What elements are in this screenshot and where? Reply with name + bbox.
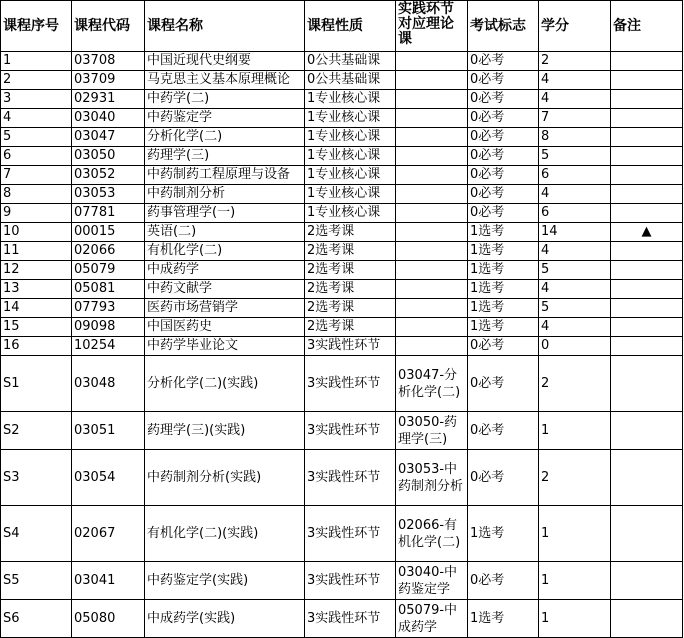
cell-notes	[611, 71, 683, 90]
cell-exam-flag: 0必考	[468, 90, 539, 109]
cell-credits: 4	[539, 185, 611, 204]
cell-exam-flag: 1选考	[468, 242, 539, 261]
cell-course-type: 1专业核心课	[305, 147, 396, 166]
cell-course-name: 中国医药史	[145, 318, 305, 337]
cell-course-type: 3实践性环节	[305, 562, 396, 600]
cell-exam-flag: 1选考	[468, 223, 539, 242]
cell-exam-flag: 1选考	[468, 318, 539, 337]
cell-exam-flag: 1选考	[468, 280, 539, 299]
cell-course-no: 16	[1, 337, 72, 356]
cell-credits: 4	[539, 242, 611, 261]
cell-credits: 6	[539, 166, 611, 185]
cell-course-type: 1专业核心课	[305, 109, 396, 128]
cell-credits: 8	[539, 128, 611, 147]
cell-course-type: 2选考课	[305, 242, 396, 261]
cell-credits: 1	[539, 562, 611, 600]
cell-theory-course: 02066-有机化学(二)	[396, 506, 468, 562]
cell-notes	[611, 562, 683, 600]
header-theory-course: 实践环节对应理论课	[396, 1, 468, 52]
cell-course-name: 中药鉴定学	[145, 109, 305, 128]
cell-notes	[611, 412, 683, 450]
cell-credits: 2	[539, 450, 611, 506]
table-row	[1, 223, 683, 242]
table-row	[1, 204, 683, 223]
header-notes: 备注	[611, 1, 683, 52]
cell-course-type: 1专业核心课	[305, 90, 396, 109]
cell-exam-flag: 0必考	[468, 52, 539, 71]
table-row	[1, 412, 683, 450]
table-row	[1, 242, 683, 261]
cell-course-code: 03050	[72, 147, 145, 166]
cell-course-name: 中药学(二)	[145, 90, 305, 109]
cell-notes	[611, 109, 683, 128]
cell-course-type: 2选考课	[305, 318, 396, 337]
cell-course-name: 中成药学(实践)	[145, 600, 305, 638]
cell-notes	[611, 506, 683, 562]
cell-course-name: 药事管理学(一)	[145, 204, 305, 223]
cell-course-no: 3	[1, 90, 72, 109]
table-row	[1, 52, 683, 71]
cell-credits: 1	[539, 506, 611, 562]
table-row	[1, 299, 683, 318]
cell-exam-flag: 0必考	[468, 337, 539, 356]
cell-course-type: 1专业核心课	[305, 166, 396, 185]
cell-exam-flag: 0必考	[468, 147, 539, 166]
cell-course-no: 9	[1, 204, 72, 223]
cell-course-name: 中成药学	[145, 261, 305, 280]
cell-course-name: 马克思主义基本原理概论	[145, 71, 305, 90]
cell-course-code: 03040	[72, 109, 145, 128]
cell-course-no: 5	[1, 128, 72, 147]
cell-course-code: 03048	[72, 356, 145, 412]
cell-course-code: 10254	[72, 337, 145, 356]
cell-notes	[611, 261, 683, 280]
cell-theory-course	[396, 280, 468, 299]
cell-course-type: 3实践性环节	[305, 450, 396, 506]
cell-notes	[611, 280, 683, 299]
cell-exam-flag: 0必考	[468, 412, 539, 450]
cell-course-code: 03041	[72, 562, 145, 600]
cell-credits: 4	[539, 90, 611, 109]
cell-theory-course	[396, 52, 468, 71]
cell-course-type: 3实践性环节	[305, 337, 396, 356]
cell-theory-course	[396, 242, 468, 261]
table-row	[1, 261, 683, 280]
cell-course-type: 3实践性环节	[305, 506, 396, 562]
cell-course-code: 03054	[72, 450, 145, 506]
cell-credits: 5	[539, 299, 611, 318]
cell-course-name: 药理学(三)	[145, 147, 305, 166]
cell-course-no: 10	[1, 223, 72, 242]
cell-notes	[611, 318, 683, 337]
cell-course-code: 02931	[72, 90, 145, 109]
cell-course-name: 医药市场营销学	[145, 299, 305, 318]
cell-theory-course	[396, 185, 468, 204]
cell-course-name: 中国近现代史纲要	[145, 52, 305, 71]
cell-course-no: 15	[1, 318, 72, 337]
table-row	[1, 600, 683, 638]
cell-exam-flag: 0必考	[468, 356, 539, 412]
cell-exam-flag: 0必考	[468, 204, 539, 223]
cell-course-name: 分析化学(二)	[145, 128, 305, 147]
header-course-no: 课程序号	[1, 1, 72, 52]
cell-credits: 4	[539, 280, 611, 299]
cell-exam-flag: 1选考	[468, 600, 539, 638]
cell-theory-course	[396, 147, 468, 166]
cell-course-type: 3实践性环节	[305, 412, 396, 450]
cell-notes	[611, 90, 683, 109]
table-row	[1, 318, 683, 337]
cell-theory-course: 05079-中成药学	[396, 600, 468, 638]
table-row	[1, 147, 683, 166]
cell-notes	[611, 242, 683, 261]
cell-course-code: 07793	[72, 299, 145, 318]
cell-theory-course: 03047-分析化学(二)	[396, 356, 468, 412]
table-row	[1, 450, 683, 506]
cell-course-no: 4	[1, 109, 72, 128]
header-course-name: 课程名称	[145, 1, 305, 52]
cell-course-name: 分析化学(二)(实践)	[145, 356, 305, 412]
cell-course-no: 11	[1, 242, 72, 261]
cell-course-name: 中药制药工程原理与设备	[145, 166, 305, 185]
cell-course-type: 2选考课	[305, 280, 396, 299]
table-row	[1, 166, 683, 185]
cell-course-code: 00015	[72, 223, 145, 242]
cell-exam-flag: 0必考	[468, 562, 539, 600]
cell-theory-course: 03050-药理学(三)	[396, 412, 468, 450]
cell-exam-flag: 0必考	[468, 71, 539, 90]
cell-credits: 5	[539, 147, 611, 166]
cell-theory-course	[396, 71, 468, 90]
cell-course-code: 09098	[72, 318, 145, 337]
cell-course-no: S4	[1, 506, 72, 562]
cell-theory-course	[396, 128, 468, 147]
cell-course-no: 13	[1, 280, 72, 299]
cell-course-no: 7	[1, 166, 72, 185]
cell-course-no: S5	[1, 562, 72, 600]
cell-theory-course	[396, 337, 468, 356]
cell-course-name: 英语(二)	[145, 223, 305, 242]
cell-notes	[611, 204, 683, 223]
cell-theory-course: 03040-中药鉴定学	[396, 562, 468, 600]
cell-course-type: 1专业核心课	[305, 204, 396, 223]
table-row	[1, 109, 683, 128]
cell-notes	[611, 337, 683, 356]
cell-course-no: 2	[1, 71, 72, 90]
cell-course-no: 12	[1, 261, 72, 280]
cell-credits: 4	[539, 71, 611, 90]
table-row	[1, 71, 683, 90]
cell-course-type: 1专业核心课	[305, 185, 396, 204]
table-row	[1, 562, 683, 600]
cell-exam-flag: 0必考	[468, 128, 539, 147]
table-row	[1, 356, 683, 412]
cell-theory-course	[396, 318, 468, 337]
cell-course-name: 有机化学(二)	[145, 242, 305, 261]
cell-course-code: 03708	[72, 52, 145, 71]
cell-notes	[611, 185, 683, 204]
cell-course-code: 03051	[72, 412, 145, 450]
cell-notes	[611, 356, 683, 412]
cell-course-code: 05079	[72, 261, 145, 280]
cell-course-no: 8	[1, 185, 72, 204]
cell-course-type: 2选考课	[305, 223, 396, 242]
cell-course-code: 05081	[72, 280, 145, 299]
cell-course-no: S1	[1, 356, 72, 412]
cell-course-type: 0公共基础课	[305, 71, 396, 90]
cell-course-name: 中药学毕业论文	[145, 337, 305, 356]
cell-notes	[611, 450, 683, 506]
cell-notes	[611, 299, 683, 318]
cell-notes	[611, 128, 683, 147]
cell-notes	[611, 147, 683, 166]
cell-course-type: 2选考课	[305, 261, 396, 280]
cell-exam-flag: 0必考	[468, 109, 539, 128]
table-row	[1, 185, 683, 204]
cell-course-code: 02067	[72, 506, 145, 562]
cell-course-type: 3实践性环节	[305, 356, 396, 412]
cell-course-code: 05080	[72, 600, 145, 638]
cell-credits: 0	[539, 337, 611, 356]
cell-course-type: 0公共基础课	[305, 52, 396, 71]
cell-exam-flag: 1选考	[468, 506, 539, 562]
cell-credits: 2	[539, 356, 611, 412]
cell-course-code: 07781	[72, 204, 145, 223]
cell-credits: 7	[539, 109, 611, 128]
table-row	[1, 506, 683, 562]
table-row	[1, 90, 683, 109]
cell-course-type: 3实践性环节	[305, 600, 396, 638]
cell-exam-flag: 0必考	[468, 185, 539, 204]
cell-notes	[611, 600, 683, 638]
cell-course-code: 03047	[72, 128, 145, 147]
cell-credits: 1	[539, 600, 611, 638]
cell-course-code: 03052	[72, 166, 145, 185]
cell-exam-flag: 1选考	[468, 261, 539, 280]
cell-course-name: 有机化学(二)(实践)	[145, 506, 305, 562]
cell-course-code: 03709	[72, 71, 145, 90]
cell-theory-course	[396, 204, 468, 223]
cell-notes: ▲	[611, 223, 683, 242]
cell-credits: 2	[539, 52, 611, 71]
cell-notes	[611, 52, 683, 71]
header-row	[1, 1, 683, 52]
cell-course-no: S3	[1, 450, 72, 506]
cell-exam-flag: 0必考	[468, 166, 539, 185]
cell-theory-course	[396, 223, 468, 242]
cell-course-name: 药理学(三)(实践)	[145, 412, 305, 450]
cell-notes	[611, 166, 683, 185]
cell-course-no: 14	[1, 299, 72, 318]
cell-course-type: 2选考课	[305, 299, 396, 318]
cell-course-no: S2	[1, 412, 72, 450]
cell-theory-course	[396, 299, 468, 318]
cell-credits: 4	[539, 318, 611, 337]
cell-credits: 1	[539, 412, 611, 450]
cell-course-name: 中药文献学	[145, 280, 305, 299]
cell-course-no: 6	[1, 147, 72, 166]
cell-course-name: 中药制剂分析(实践)	[145, 450, 305, 506]
header-course-type: 课程性质	[305, 1, 396, 52]
cell-course-code: 02066	[72, 242, 145, 261]
table-row	[1, 280, 683, 299]
cell-course-no: S6	[1, 600, 72, 638]
cell-credits: 14	[539, 223, 611, 242]
cell-credits: 5	[539, 261, 611, 280]
cell-course-type: 1专业核心课	[305, 128, 396, 147]
cell-credits: 6	[539, 204, 611, 223]
cell-course-no: 1	[1, 52, 72, 71]
cell-course-name: 中药鉴定学(实践)	[145, 562, 305, 600]
header-credits: 学分	[539, 1, 611, 52]
cell-theory-course	[396, 90, 468, 109]
cell-course-name: 中药制剂分析	[145, 185, 305, 204]
cell-theory-course	[396, 109, 468, 128]
header-exam-flag: 考试标志	[468, 1, 539, 52]
cell-theory-course: 03053-中药制剂分析	[396, 450, 468, 506]
cell-exam-flag: 1选考	[468, 299, 539, 318]
table-row	[1, 337, 683, 356]
cell-theory-course	[396, 166, 468, 185]
table-row	[1, 128, 683, 147]
header-course-code: 课程代码	[72, 1, 145, 52]
cell-course-code: 03053	[72, 185, 145, 204]
cell-theory-course	[396, 261, 468, 280]
cell-exam-flag: 0必考	[468, 450, 539, 506]
